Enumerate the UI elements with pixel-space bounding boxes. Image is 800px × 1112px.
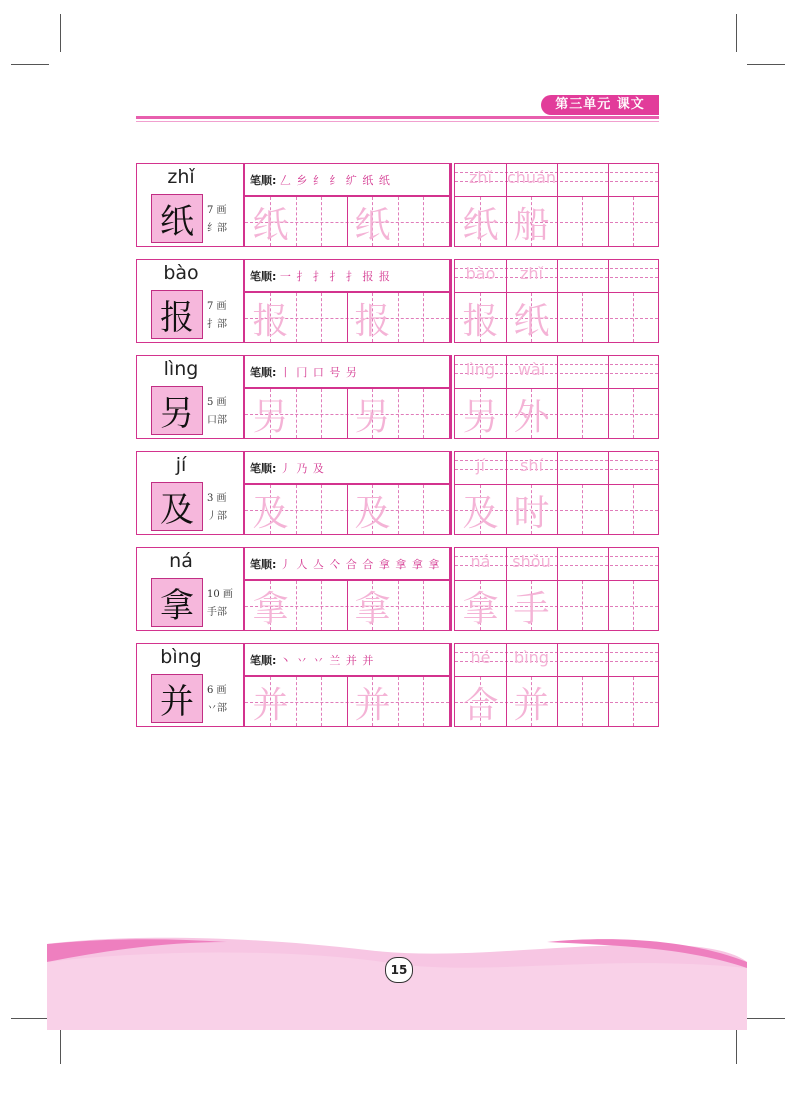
- grid-line: [608, 164, 609, 246]
- word-character: 船: [513, 205, 550, 246]
- grid-line: [557, 548, 558, 630]
- grid-line: [398, 485, 399, 534]
- practice-grid-left: [244, 163, 450, 247]
- stroke-order-label: 笔顺:: [250, 174, 277, 187]
- character-pinyin: bìng: [160, 646, 202, 668]
- character-row: [136, 547, 659, 631]
- stroke-info: [207, 682, 227, 718]
- section-divider: [450, 355, 452, 439]
- practice-grid-left: [244, 259, 450, 343]
- word-pinyin: lìng: [465, 360, 496, 379]
- grid-line: [321, 677, 322, 726]
- practice-grid-right: [454, 451, 659, 535]
- word-character: 并: [513, 685, 550, 726]
- grid-line: [321, 581, 322, 630]
- word-pinyin: jí: [476, 456, 485, 475]
- word-pinyin: hé: [470, 648, 491, 667]
- grid-line: [296, 197, 297, 246]
- grid-line: [582, 485, 583, 534]
- grid-line: [633, 485, 634, 534]
- word-character: 及: [462, 493, 499, 534]
- grid-line: [423, 581, 424, 630]
- practice-grid-left: [244, 643, 450, 727]
- word-pinyin: chuán: [506, 168, 557, 187]
- grid-line: [296, 581, 297, 630]
- word-pinyin: shí: [520, 456, 543, 475]
- unit-label: 第三单元 课文: [541, 95, 659, 115]
- radical: 口部: [207, 415, 227, 426]
- character-pinyin: lìng: [163, 358, 199, 380]
- header-rule: [136, 116, 659, 119]
- grid-line: [398, 197, 399, 246]
- practice-grid-right: [454, 163, 659, 247]
- grid-line: [296, 293, 297, 342]
- grid-line: [557, 260, 558, 342]
- grid-line: [321, 293, 322, 342]
- radical: 丷部: [207, 703, 227, 714]
- character-box: 纸: [151, 194, 203, 243]
- stroke-order-sequence: 丿 人 亼 亽 合 合 拿 拿 拿 拿: [279, 558, 441, 571]
- word-pinyin: wài: [517, 360, 546, 379]
- stroke-info: [207, 202, 227, 238]
- word-pinyin: bào: [465, 264, 496, 283]
- stroke-order-label: 笔顺:: [250, 366, 277, 379]
- stroke-info: [207, 298, 227, 334]
- character-info-cell: [136, 643, 244, 727]
- character-box: 报: [151, 290, 203, 339]
- grid-line: [423, 197, 424, 246]
- stroke-count: 7 画: [207, 205, 227, 216]
- crop-mark: [747, 1018, 785, 1019]
- crop-mark: [736, 1028, 737, 1064]
- grid-line: [633, 677, 634, 726]
- character-info-cell: [136, 547, 244, 631]
- trace-character: 纸: [354, 205, 391, 246]
- character-pinyin: zhǐ: [167, 166, 195, 188]
- word-character: 纸: [462, 205, 499, 246]
- word-character: 报: [462, 301, 499, 342]
- character-row: [136, 163, 659, 247]
- grid-line: [582, 581, 583, 630]
- character-box: 另: [151, 386, 203, 435]
- grid-line: [321, 389, 322, 438]
- grid-line: [321, 485, 322, 534]
- trace-character: 拿: [354, 589, 391, 630]
- grid-line: [423, 485, 424, 534]
- stroke-order-sequence: 丨 冂 口 号 另: [279, 366, 358, 379]
- practice-grid-right: [454, 259, 659, 343]
- character-info-cell: [136, 259, 244, 343]
- word-character: 纸: [513, 301, 550, 342]
- page-number: 15: [385, 957, 413, 983]
- section-divider: [450, 163, 452, 247]
- character-row: [136, 643, 659, 727]
- crop-mark: [736, 14, 737, 52]
- section-divider: [450, 451, 452, 535]
- character-box: 拿: [151, 578, 203, 627]
- grid-line: [608, 452, 609, 534]
- trace-character: 报: [252, 301, 289, 342]
- section-divider: [450, 643, 452, 727]
- character-pinyin: bào: [163, 262, 199, 284]
- crop-mark: [60, 1028, 61, 1064]
- stroke-order-sequence: 𠃋 乡 纟 纟 纩 纸 纸: [279, 174, 391, 187]
- trace-character: 另: [252, 397, 289, 438]
- stroke-count: 10 画: [207, 589, 233, 600]
- word-pinyin: shǒu: [512, 552, 551, 571]
- word-pinyin: bìng: [514, 648, 549, 667]
- grid-line: [608, 548, 609, 630]
- grid-line: [423, 389, 424, 438]
- word-character: 拿: [462, 589, 499, 630]
- grid-line: [633, 293, 634, 342]
- grid-line: [582, 293, 583, 342]
- section-divider: [450, 547, 452, 631]
- stroke-count: 3 画: [207, 493, 227, 504]
- character-box: 并: [151, 674, 203, 723]
- grid-line: [582, 197, 583, 246]
- radical: 手部: [207, 607, 227, 618]
- grid-line: [608, 260, 609, 342]
- grid-line: [423, 293, 424, 342]
- crop-mark: [60, 14, 61, 52]
- character-row: [136, 451, 659, 535]
- grid-line: [557, 644, 558, 726]
- stroke-info: [207, 586, 233, 622]
- grid-line: [557, 356, 558, 438]
- stroke-count: 7 画: [207, 301, 227, 312]
- word-pinyin: ná: [470, 552, 491, 571]
- stroke-info: [207, 394, 227, 430]
- character-info-cell: [136, 451, 244, 535]
- trace-character: 并: [252, 685, 289, 726]
- grid-line: [582, 389, 583, 438]
- crop-mark: [747, 64, 785, 65]
- word-pinyin: zhǐ: [469, 168, 492, 187]
- word-pinyin: zhǐ: [520, 264, 543, 283]
- crop-mark: [11, 1018, 49, 1019]
- grid-line: [398, 677, 399, 726]
- grid-line: [296, 485, 297, 534]
- stroke-count: 6 画: [207, 685, 227, 696]
- character-pinyin: ná: [169, 550, 193, 572]
- stroke-info: [207, 490, 227, 526]
- practice-grid-right: [454, 643, 659, 727]
- trace-character: 纸: [252, 205, 289, 246]
- word-character: 合: [462, 685, 499, 726]
- stroke-order-sequence: 一 扌 扌 扌 扌 报 报: [279, 270, 391, 283]
- grid-line: [423, 677, 424, 726]
- character-row: [136, 259, 659, 343]
- trace-character: 并: [354, 685, 391, 726]
- grid-line: [608, 356, 609, 438]
- trace-character: 及: [252, 493, 289, 534]
- radical: 纟部: [207, 223, 227, 234]
- crop-mark: [11, 64, 49, 65]
- stroke-count: 5 画: [207, 397, 227, 408]
- word-character: 手: [513, 589, 550, 630]
- grid-line: [296, 677, 297, 726]
- stroke-order-label: 笔顺:: [250, 654, 277, 667]
- grid-line: [582, 677, 583, 726]
- grid-line: [321, 197, 322, 246]
- word-character: 时: [513, 493, 550, 534]
- grid-line: [398, 293, 399, 342]
- practice-grid-left: [244, 451, 450, 535]
- character-info-cell: [136, 163, 244, 247]
- grid-line: [296, 389, 297, 438]
- practice-grid-right: [454, 547, 659, 631]
- character-row: [136, 355, 659, 439]
- trace-character: 拿: [252, 589, 289, 630]
- grid-line: [608, 644, 609, 726]
- header-rule-thin: [136, 121, 659, 122]
- stroke-order-label: 笔顺:: [250, 462, 277, 475]
- grid-line: [398, 581, 399, 630]
- grid-line: [633, 581, 634, 630]
- trace-character: 另: [354, 397, 391, 438]
- radical: 丿部: [207, 511, 227, 522]
- footer-wave-decoration: [47, 936, 747, 1030]
- character-info-cell: [136, 355, 244, 439]
- section-divider: [450, 259, 452, 343]
- grid-line: [557, 164, 558, 246]
- stroke-order-sequence: 丶 丷 丷 兰 并 并: [279, 654, 375, 667]
- trace-character: 报: [354, 301, 391, 342]
- grid-line: [398, 389, 399, 438]
- word-character: 另: [462, 397, 499, 438]
- trace-character: 及: [354, 493, 391, 534]
- practice-grid-left: [244, 547, 450, 631]
- character-box: 及: [151, 482, 203, 531]
- grid-line: [633, 197, 634, 246]
- practice-grid-right: [454, 355, 659, 439]
- radical: 扌部: [207, 319, 227, 330]
- stroke-order-label: 笔顺:: [250, 270, 277, 283]
- stroke-order-sequence: 丿 乃 及: [279, 462, 325, 475]
- character-pinyin: jí: [175, 454, 187, 476]
- practice-grid-left: [244, 355, 450, 439]
- stroke-order-label: 笔顺:: [250, 558, 277, 571]
- word-character: 外: [513, 397, 550, 438]
- grid-line: [633, 389, 634, 438]
- grid-line: [557, 452, 558, 534]
